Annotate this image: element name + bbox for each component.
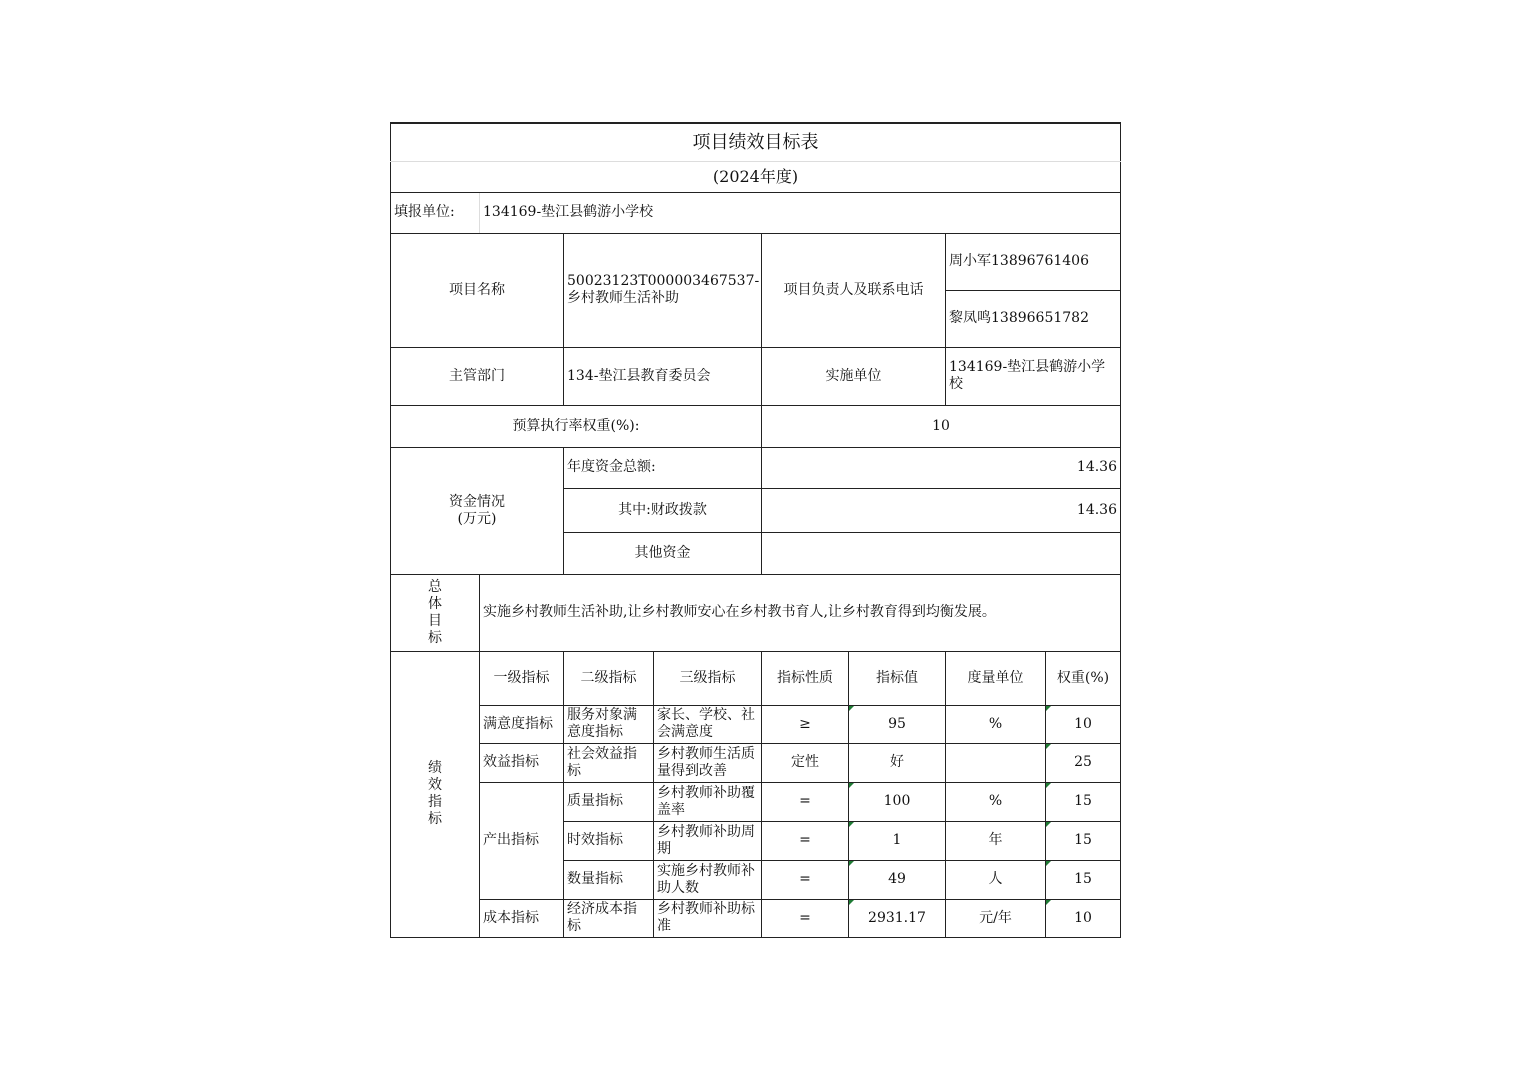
impl-unit-label: 实施单位	[762, 347, 946, 405]
unit-cell: 人	[946, 860, 1046, 899]
weight-cell: 15	[1046, 860, 1121, 899]
level1-cell: 效益指标	[480, 743, 564, 782]
table-row	[391, 743, 1121, 782]
level2-cell: 数量指标	[564, 860, 654, 899]
funds-total-value: 14.36	[762, 447, 1121, 488]
header-level2: 二级指标	[564, 651, 654, 705]
filler-label: 填报单位:	[391, 192, 480, 233]
performance-target-table	[390, 122, 1121, 938]
value-cell: 100	[849, 782, 946, 821]
funds-fiscal-value: 14.36	[762, 488, 1121, 532]
level1-cell: 成本指标	[480, 899, 564, 937]
contact-2: 黎凤鸣13896651782	[946, 290, 1121, 347]
unit-cell: 年	[946, 821, 1046, 860]
level1-cell: 产出指标	[480, 782, 564, 899]
table-row	[391, 899, 1121, 937]
level2-cell: 服务对象满意度指标	[564, 705, 654, 743]
level3-cell: 乡村教师补助标准	[654, 899, 762, 937]
impl-unit-value: 134169-垫江县鹤游小学校	[946, 347, 1121, 405]
weight-cell: 25	[1046, 743, 1121, 782]
table-row	[391, 782, 1121, 821]
funds-label	[391, 447, 564, 574]
header-value: 指标值	[849, 651, 946, 705]
filler-value: 134169-垫江县鹤游小学校	[480, 192, 1121, 233]
unit-cell	[946, 743, 1046, 782]
unit-cell: 元/年	[946, 899, 1046, 937]
level3-cell: 实施乡村教师补助人数	[654, 860, 762, 899]
weight-cell: 10	[1046, 705, 1121, 743]
indicators-label	[391, 651, 480, 937]
funds-other-value	[762, 532, 1121, 574]
value-cell: 95	[849, 705, 946, 743]
level3-cell: 家长、学校、社会满意度	[654, 705, 762, 743]
weight-cell: 15	[1046, 821, 1121, 860]
level3-cell: 乡村教师补助覆盖率	[654, 782, 762, 821]
funds-label-line1: 资金情况	[449, 493, 505, 510]
weight-cell: 10	[1046, 899, 1121, 937]
contact-1: 周小军13896761406	[946, 233, 1121, 290]
nature-cell: 定性	[762, 743, 849, 782]
weight-cell: 15	[1046, 782, 1121, 821]
level2-cell: 经济成本指标	[564, 899, 654, 937]
level2-cell: 社会效益指标	[564, 743, 654, 782]
overall-goal-label	[391, 574, 480, 651]
project-name-label: 项目名称	[391, 233, 564, 347]
funds-fiscal-label: 其中:财政拨款	[564, 488, 762, 532]
dept-label: 主管部门	[391, 347, 564, 405]
unit-cell: %	[946, 782, 1046, 821]
funds-other-label: 其他资金	[564, 532, 762, 574]
overall-goal-label-text: 总体目标	[428, 578, 442, 646]
header-unit: 度量单位	[946, 651, 1046, 705]
page-title: 项目绩效目标表	[391, 123, 1121, 161]
value-cell: 2931.17	[849, 899, 946, 937]
nature-cell: ≥	[762, 705, 849, 743]
nature-cell: =	[762, 860, 849, 899]
nature-cell: =	[762, 782, 849, 821]
value-cell: 好	[849, 743, 946, 782]
year-subtitle: (2024年度)	[391, 161, 1121, 192]
overall-goal-text: 实施乡村教师生活补助,让乡村教师安心在乡村教书育人,让乡村教育得到均衡发展。	[480, 574, 1121, 651]
level1-cell: 满意度指标	[480, 705, 564, 743]
budget-weight-label: 预算执行率权重(%):	[391, 405, 762, 447]
budget-weight-value: 10	[762, 405, 1121, 447]
header-level1: 一级指标	[480, 651, 564, 705]
project-name-value: 50023123T000003467537-乡村教师生活补助	[564, 233, 762, 347]
funds-total-label: 年度资金总额:	[564, 447, 762, 488]
contact-label: 项目负责人及联系电话	[762, 233, 946, 347]
unit-cell: %	[946, 705, 1046, 743]
level3-cell: 乡村教师补助周期	[654, 821, 762, 860]
value-cell: 49	[849, 860, 946, 899]
funds-label-line2: (万元)	[457, 510, 497, 527]
table-row	[391, 705, 1121, 743]
value-cell: 1	[849, 821, 946, 860]
level2-cell: 时效指标	[564, 821, 654, 860]
nature-cell: =	[762, 821, 849, 860]
header-weight: 权重(%)	[1046, 651, 1121, 705]
header-nature: 指标性质	[762, 651, 849, 705]
header-level3: 三级指标	[654, 651, 762, 705]
indicators-label-text: 绩效指标	[428, 760, 442, 827]
level2-cell: 质量指标	[564, 782, 654, 821]
nature-cell: =	[762, 899, 849, 937]
level3-cell: 乡村教师生活质量得到改善	[654, 743, 762, 782]
dept-value: 134-垫江县教育委员会	[564, 347, 762, 405]
